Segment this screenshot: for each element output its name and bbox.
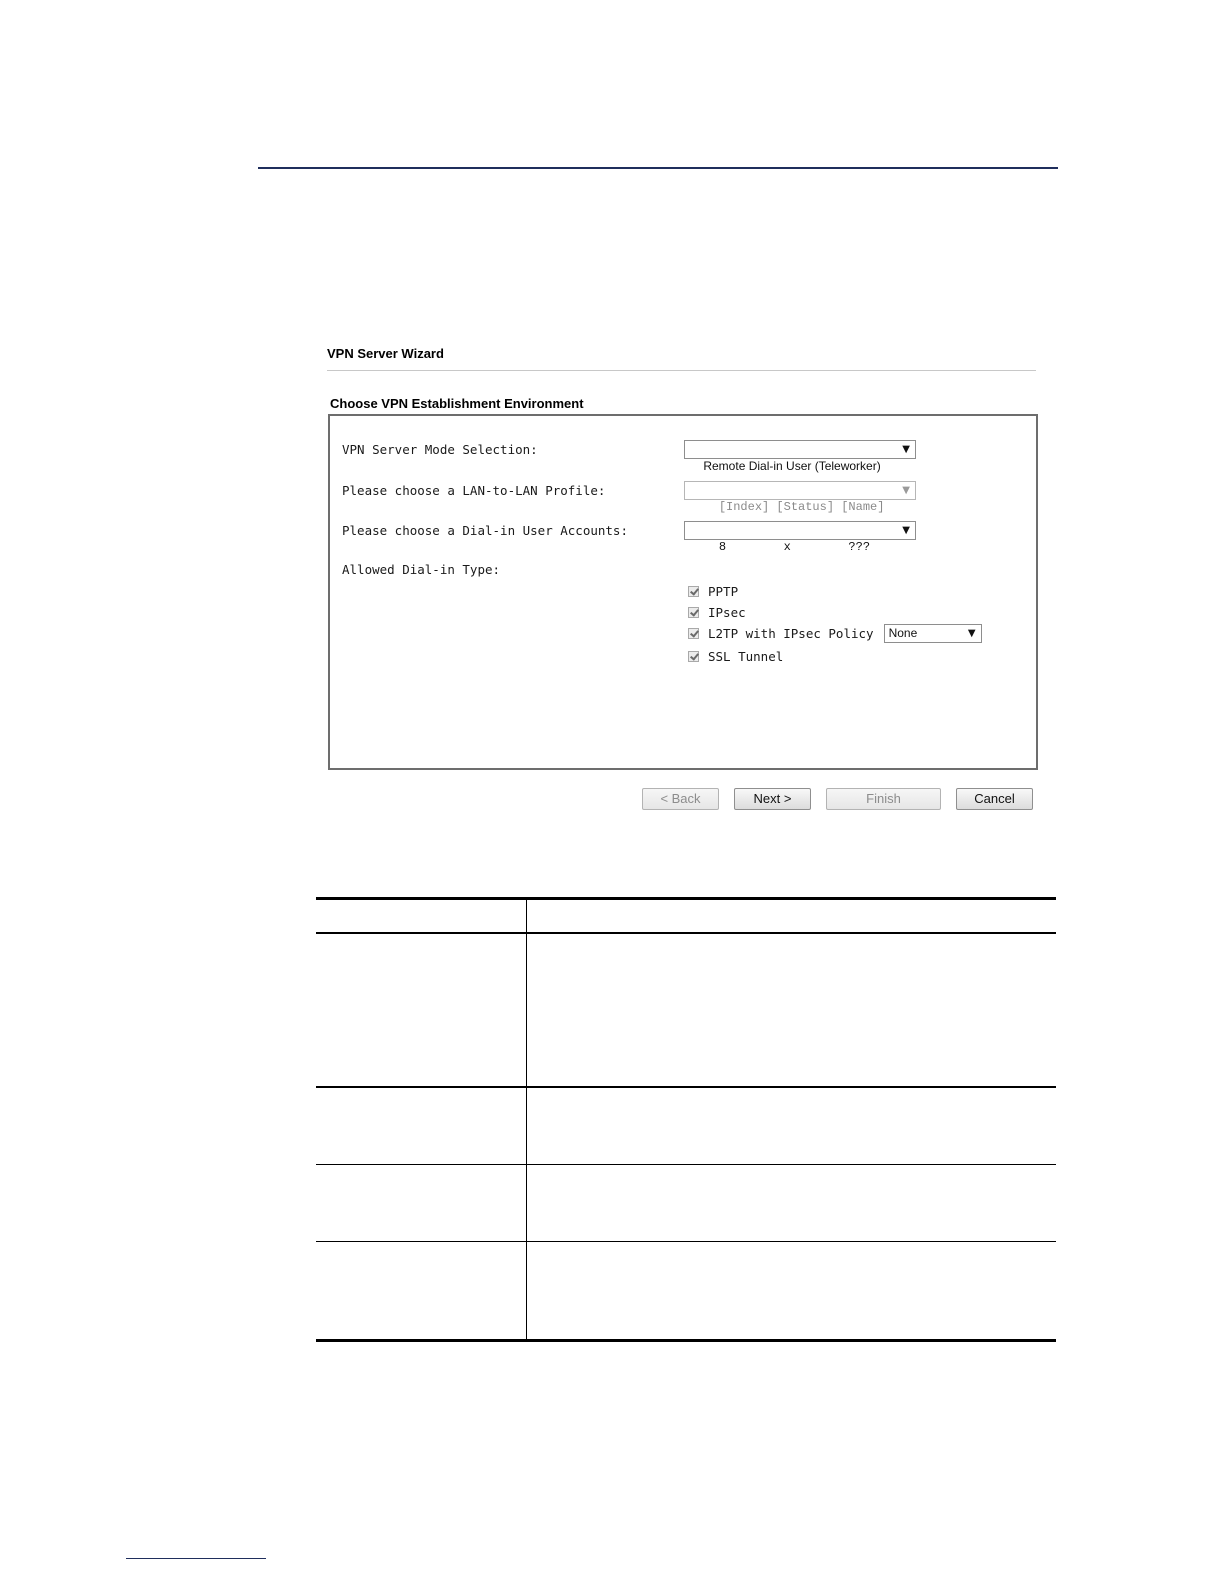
checkbox-ssl-tunnel[interactable]	[688, 651, 699, 662]
chevron-down-icon: ▼	[902, 485, 910, 496]
l2tp-policy-value: None	[888, 625, 918, 640]
mode-selection-dropdown[interactable]	[684, 440, 916, 473]
dialin-type-pptp[interactable]	[688, 582, 738, 600]
l2tp-label: L2TP with IPsec Policy	[708, 625, 874, 641]
ipsec-label: IPsec	[708, 604, 746, 620]
finish-button[interactable]: Finish	[826, 788, 941, 810]
table-bottom-border	[316, 1339, 1056, 1342]
chevron-down-icon: ▼	[967, 627, 976, 639]
table-header-border	[316, 932, 1056, 934]
dialin-type-ipsec[interactable]	[688, 603, 746, 621]
chevron-down-icon: ▼	[902, 525, 910, 536]
table-row-divider	[316, 1086, 1056, 1088]
l2tp-policy-dropdown[interactable]	[884, 624, 982, 643]
pptp-label: PPTP	[708, 583, 739, 599]
table-top-border	[316, 897, 1056, 900]
chevron-down-icon: ▼	[902, 444, 910, 455]
footer-rule	[126, 1558, 266, 1559]
description-table	[316, 897, 1056, 1341]
vpn-environment-panel	[328, 414, 1038, 770]
dialin-type-l2tp[interactable]	[688, 624, 982, 642]
checkbox-ipsec[interactable]	[688, 607, 699, 618]
page-header-rule	[258, 167, 1058, 169]
next-button[interactable]: Next >	[734, 788, 811, 810]
dialin-account-label: Please choose a Dial-in User Accounts:	[342, 523, 628, 538]
mode-selection-value: Remote Dial-in User (Teleworker)	[703, 459, 881, 473]
cancel-button[interactable]: Cancel	[956, 788, 1033, 810]
lan-profile-dropdown[interactable]	[684, 481, 916, 514]
wizard-title-divider	[327, 370, 1036, 371]
table-row-divider	[316, 1241, 1056, 1242]
lan-profile-label: Please choose a LAN-to-LAN Profile:	[342, 483, 606, 498]
checkbox-l2tp[interactable]	[688, 628, 699, 639]
table-column-divider	[526, 897, 527, 1341]
dialin-account-dropdown[interactable]	[684, 521, 916, 554]
table-row-divider	[316, 1164, 1056, 1165]
wizard-title: VPN Server Wizard	[327, 346, 444, 361]
checkbox-pptp[interactable]	[688, 586, 699, 597]
mode-selection-label: VPN Server Mode Selection:	[342, 442, 538, 457]
section-title: Choose VPN Establishment Environment	[330, 396, 584, 411]
dialin-type-label: Allowed Dial-in Type:	[342, 562, 501, 577]
ssl-tunnel-label: SSL Tunnel	[708, 648, 784, 664]
back-button[interactable]: < Back	[642, 788, 719, 810]
lan-profile-value: [Index] [Status] [Name]	[718, 500, 885, 514]
dialin-type-ssl[interactable]	[688, 647, 783, 665]
dialin-account-value: 8 x ???	[718, 540, 871, 554]
